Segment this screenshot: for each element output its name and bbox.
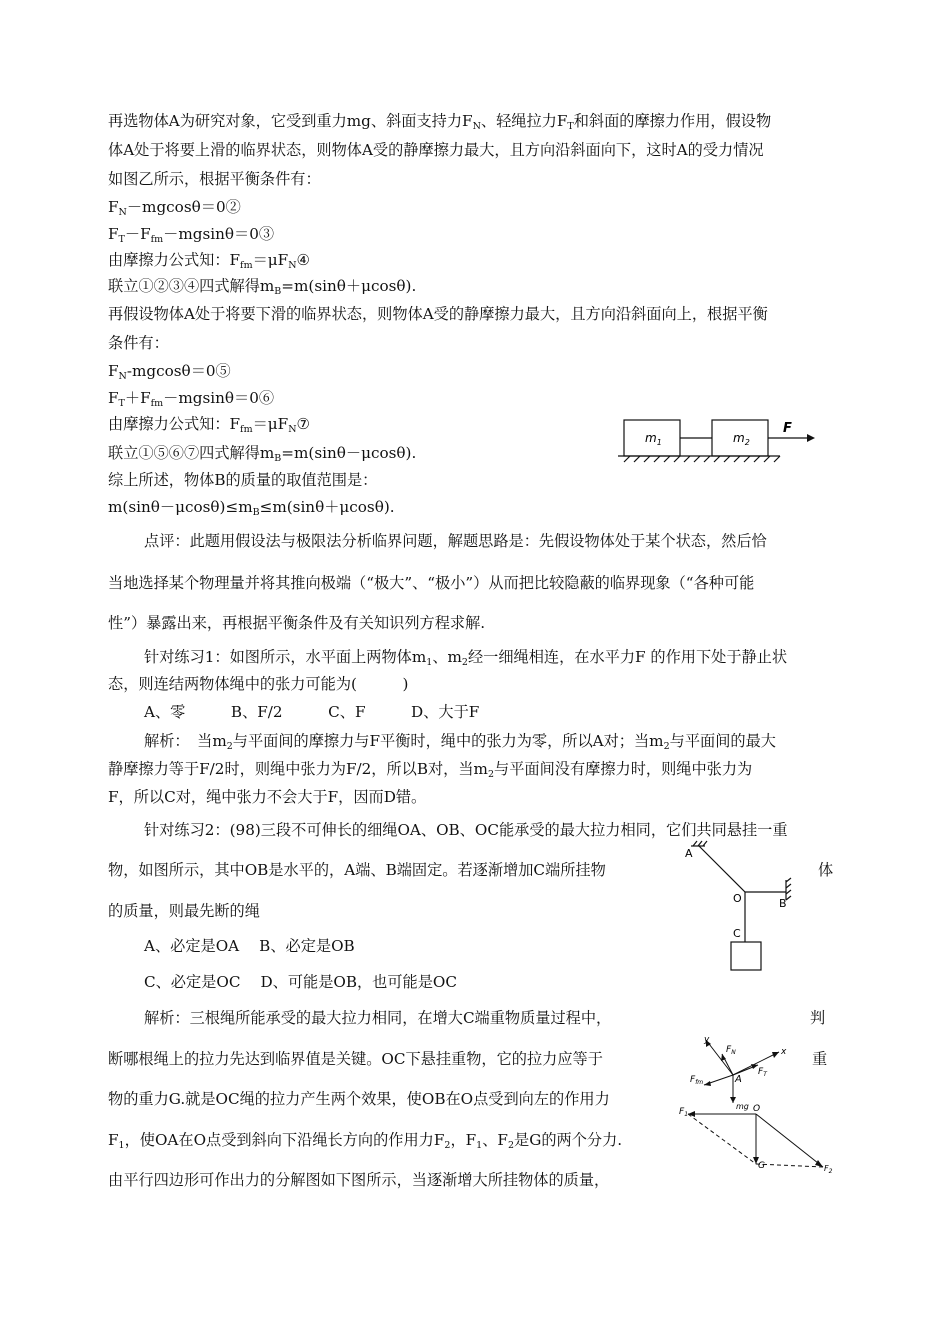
equation: $F_T-F_{fm}-mgsin\theta=0③$ (108, 225, 275, 245)
label-m1: $m_1$ (645, 431, 662, 447)
practice-1-line: 针对练习1：如图所示，水平面上两物体$m_1$、$m_2$经一细绳相连，在水平力F 的作用下处于静止状 (144, 648, 788, 668)
decomposition-diagram (678, 1102, 838, 1177)
answer-2-line-end: 重 (812, 1050, 828, 1068)
equation: 联立①⑤⑥⑦四式解得$m_B=m(\sin\theta-\mu\cos\theta)$. (108, 444, 417, 464)
equation: $F_T+F_{fm}-mgsin\theta=0⑥$ (108, 389, 275, 409)
practice-2-line: 的质量，则最先断的绳 (108, 902, 260, 920)
answer-2-line: 解析：三根绳所能承受的最大拉力相同，在增大C端重物质量过程中， (144, 1009, 612, 1027)
text-line: 综上所述，物体B的质量的取值范围是： (108, 471, 378, 489)
text-line: 条件有： (108, 334, 169, 352)
label-o: O (753, 1104, 761, 1114)
ground-hatch (624, 456, 780, 462)
equation: 由摩擦力公式知：$F_{fm}=\mu F_N⑦$ (108, 415, 311, 435)
answer-1-line: 静摩擦力等于F/2时，则绳中张力为F/2，所以B对，当$m_2$与平面间没有摩擦力时，则绳中张力为 (108, 760, 753, 780)
dashed-side-1 (688, 1114, 756, 1164)
comment-line: 当地选择某个物理量并将其推向极端（“极大”、“极小”）从而把比较隐蔽的临界现象（“各种可能 (108, 574, 755, 592)
label-mg: mg (736, 1102, 749, 1111)
label-o: O (733, 892, 742, 905)
practice-2-line: 物，如图所示，其中OB是水平的，A端、B端固定。若逐渐增加C端所挂物 (108, 861, 606, 879)
label-ffm: $F_{fm}$ (690, 1075, 704, 1086)
answer-1-line: F，所以C对，绳中张力不会大于F，因而D错。 (108, 788, 427, 806)
answer-1-line: 解析： 当$m_2$与平面间的摩擦力与F平衡时，绳中的张力为零，所以A对；当$m_2$与平面间的最大 (144, 732, 776, 752)
label-b: B (779, 897, 787, 910)
two-blocks-figure (615, 410, 825, 470)
label-y: y (704, 1035, 710, 1045)
label-fn: $F_N$ (726, 1045, 736, 1056)
vector-f2 (756, 1114, 823, 1167)
label-f2: $F_2$ (824, 1164, 833, 1175)
rope-oa (699, 846, 745, 892)
text-line: 体A处于将要上滑的临界状态，则物体A受的静摩擦力最大，且方向沿斜面向下，这时A的受力情况 (108, 141, 764, 159)
practice-2-line: 针对练习2：(98)三段不可伸长的细绳OA、OB、OC能承受的最大拉力相同，它们共同悬挂一重 (144, 821, 788, 839)
force-diagram (686, 1030, 796, 1110)
answer-2-line: $F_1$，使OA在O点受到斜向下沿绳长方向的作用力$F_2$，$F_1$、$F_2$是G的两个分力. (108, 1131, 623, 1151)
dashed-side-2 (756, 1164, 823, 1167)
equation: $m(\sin\theta-\mu\cos\theta)\le m_B\le m(\sin\theta+\mu\cos\theta)$. (108, 498, 395, 518)
rope-figure (683, 842, 793, 977)
text-line: 再假设物体A处于将要下滑的临界状态，则物体A受的静摩擦力最大，且方向沿斜面向上，根据平衡 (108, 305, 768, 323)
equation: 联立①②③④四式解得$m_B=m(\sin\theta+\mu\cos\theta)$. (108, 277, 417, 297)
practice-1-options: A、零 B、F/2 C、F D、大于F (144, 703, 480, 721)
answer-2-line: 断哪根绳上的拉力先达到临界值是关键。OC下悬挂重物，它的拉力应等于 (108, 1050, 603, 1068)
label-c: C (733, 927, 741, 940)
label-a: A (685, 847, 693, 860)
label-ft: $F_T$ (758, 1067, 767, 1078)
label-g: G (758, 1161, 765, 1171)
equation: $F_N-mgcos\theta=0⑤$ (108, 362, 231, 382)
practice-1-line: 态，则连结两物体绳中的张力可能为( ) (108, 675, 409, 693)
hanging-weight (731, 942, 761, 970)
text-line: 如图乙所示，根据平衡条件有： (108, 170, 321, 188)
label-a: A (735, 1074, 742, 1085)
equation: $F_N-mgcos\theta=0②$ (108, 198, 241, 218)
label-f1: $F_1$ (679, 1107, 689, 1118)
answer-2-line: 物的重力G.就是OC绳的拉力产生两个效果，使OB在O点受到向左的作用力 (108, 1090, 610, 1108)
x-axis (733, 1052, 779, 1075)
practice-2-options: A、必定是OA B、必定是OB (144, 937, 355, 955)
text-line: 再选物体A为研究对象，它受到重力mg、斜面支持力$F_N$、轻绳拉力$F_T$和斜面的摩擦力作用，假设物 (108, 112, 772, 132)
label-x: x (781, 1047, 787, 1057)
label-m2: $m_2$ (733, 431, 750, 447)
practice-2-options: C、必定是OC D、可能是OB，也可能是OC (144, 973, 458, 991)
practice-2-line-end: 体 (818, 861, 834, 879)
label-f: F (783, 421, 792, 436)
comment-line: 性”）暴露出来，再根据平衡条件及有关知识列方程求解. (108, 614, 486, 632)
answer-2-line: 由平行四边形可作出力的分解图如下图所示，当逐渐增大所挂物体的质量， (108, 1171, 610, 1189)
equation: 由摩擦力公式知：$F_{fm}=\mu F_N④$ (108, 251, 311, 271)
comment-line: 点评：此题用假设法与极限法分析临界问题，解题思路是：先假设物体处于某个状态，然后恰 (144, 532, 767, 550)
answer-2-line-end: 判 (810, 1009, 826, 1027)
